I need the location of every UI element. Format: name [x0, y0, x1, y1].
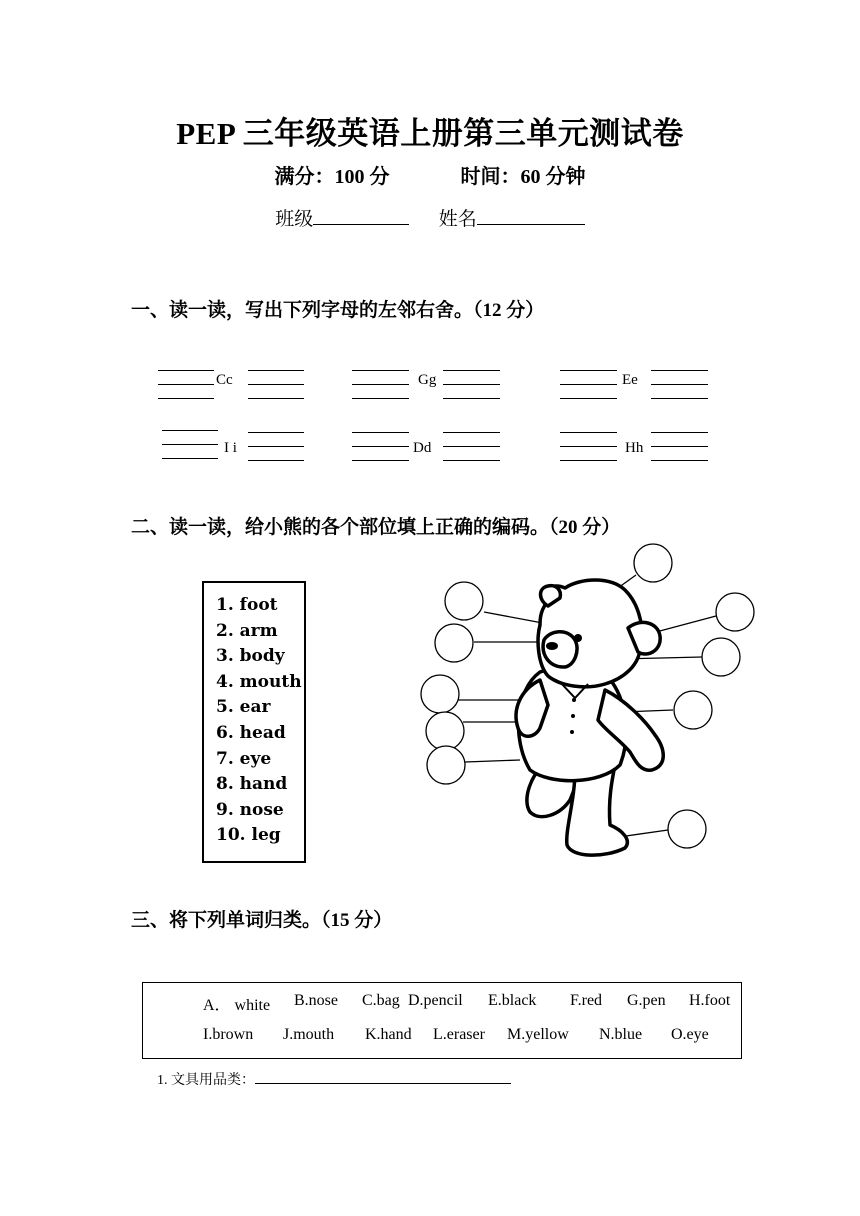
section3-heading: 三、将下列单词归类。（15 分）: [131, 910, 393, 931]
answer-line[interactable]: [352, 460, 409, 461]
answer-line[interactable]: [352, 384, 409, 385]
answer-line[interactable]: [158, 384, 214, 385]
answer-line[interactable]: [651, 460, 708, 461]
word-item: 4. mouth: [216, 672, 302, 692]
answer-line[interactable]: [560, 446, 617, 447]
answer-circle[interactable]: [421, 675, 459, 713]
answer-line[interactable]: [162, 458, 218, 459]
answer-circle[interactable]: [426, 712, 464, 750]
word-option: C.bag: [362, 992, 400, 1009]
section1-heading: 一、读一读，写出下列字母的左邻右舍。（12 分）: [131, 300, 545, 321]
answer-line[interactable]: [560, 370, 617, 371]
word-option: J.mouth: [283, 1026, 335, 1043]
word-option: A． white: [203, 997, 271, 1014]
full-score: 满分：100 分: [274, 166, 390, 188]
answer-line[interactable]: [248, 432, 304, 433]
answer-line[interactable]: [443, 398, 500, 399]
answer-line[interactable]: [248, 370, 304, 371]
answer-line[interactable]: [443, 384, 500, 385]
answer-line[interactable]: [158, 370, 214, 371]
word-item: 7. eye: [216, 749, 272, 769]
answer-line[interactable]: [352, 432, 409, 433]
question-1-label: 1. 文具用品类：: [157, 1073, 255, 1088]
letter-ii: I i: [224, 440, 237, 456]
letter-ee: Ee: [622, 372, 638, 388]
word-item: 5. ear: [216, 697, 271, 717]
answer-line[interactable]: [651, 446, 708, 447]
answer-circle[interactable]: [674, 691, 712, 729]
letter-dd: Dd: [413, 440, 432, 456]
letter-cc: Cc: [216, 372, 233, 388]
exam-time: 时间：60 分钟: [460, 166, 586, 188]
word-item: 1. foot: [216, 595, 278, 615]
word-option: L.eraser: [433, 1026, 485, 1043]
answer-line[interactable]: [651, 432, 708, 433]
word-option: E.black: [488, 992, 537, 1009]
answer-line[interactable]: [248, 398, 304, 399]
student-info-row: [0, 204, 860, 231]
word-option: D.pencil: [408, 992, 463, 1009]
bear-body: [516, 580, 663, 855]
word-option: B.nose: [294, 992, 338, 1009]
answer-circle[interactable]: [435, 624, 473, 662]
answer-line[interactable]: [443, 460, 500, 461]
answer-circle[interactable]: [445, 582, 483, 620]
answer-line[interactable]: [651, 398, 708, 399]
page-title: PEP 三年级英语上册第三单元测试卷: [176, 116, 684, 151]
letter-hh: Hh: [625, 440, 644, 456]
word-option: H.foot: [689, 992, 731, 1009]
name-blank[interactable]: [477, 206, 585, 225]
word-item: 8. hand: [216, 774, 288, 794]
answer-line[interactable]: [443, 370, 500, 371]
name-label: 姓名: [438, 209, 477, 230]
word-option: O.eye: [671, 1026, 709, 1043]
answer-line[interactable]: [560, 432, 617, 433]
answer-line[interactable]: [443, 446, 500, 447]
answer-line[interactable]: [352, 446, 409, 447]
class-blank[interactable]: [313, 206, 409, 225]
word-classification-box: [142, 982, 742, 1059]
score-time-line: [0, 160, 860, 189]
answer-line[interactable]: [248, 446, 304, 447]
answer-line[interactable]: [158, 398, 214, 399]
question-1: [157, 1068, 511, 1089]
word-option: F.red: [570, 992, 603, 1009]
class-label: 班级: [275, 209, 314, 230]
answer-circle[interactable]: [702, 638, 740, 676]
word-option: N.blue: [599, 1026, 643, 1043]
answer-line[interactable]: [248, 460, 304, 461]
word-option: M.yellow: [507, 1026, 569, 1043]
answer-line[interactable]: [162, 430, 218, 431]
answer-circle[interactable]: [716, 593, 754, 631]
answer-line[interactable]: [248, 384, 304, 385]
answer-line[interactable]: [651, 384, 708, 385]
question-1-blank[interactable]: [255, 1068, 511, 1084]
answer-line[interactable]: [651, 370, 708, 371]
section2-heading: 二、读一读，给小熊的各个部位填上正确的编码。（20 分）: [131, 517, 621, 538]
answer-line[interactable]: [352, 398, 409, 399]
answer-line[interactable]: [443, 432, 500, 433]
answer-line[interactable]: [560, 384, 617, 385]
word-item: 10. leg: [216, 825, 281, 845]
word-option: G.pen: [627, 992, 666, 1009]
answer-circle[interactable]: [427, 746, 465, 784]
body-parts-word-box: [202, 581, 306, 863]
answer-circle[interactable]: [634, 544, 672, 582]
word-option: K.hand: [365, 1026, 412, 1043]
word-option: I.brown: [203, 1026, 254, 1043]
word-item: 3. body: [216, 646, 285, 666]
answer-line[interactable]: [352, 370, 409, 371]
answer-line[interactable]: [560, 460, 617, 461]
answer-line[interactable]: [162, 444, 218, 445]
answer-line[interactable]: [560, 398, 617, 399]
teddy-bear-illustration: [415, 540, 760, 865]
word-item: 6. head: [216, 723, 286, 743]
word-item: 2. arm: [216, 621, 278, 641]
word-item: 9. nose: [216, 800, 284, 820]
answer-circle[interactable]: [668, 810, 706, 848]
letter-gg: Gg: [418, 372, 437, 388]
